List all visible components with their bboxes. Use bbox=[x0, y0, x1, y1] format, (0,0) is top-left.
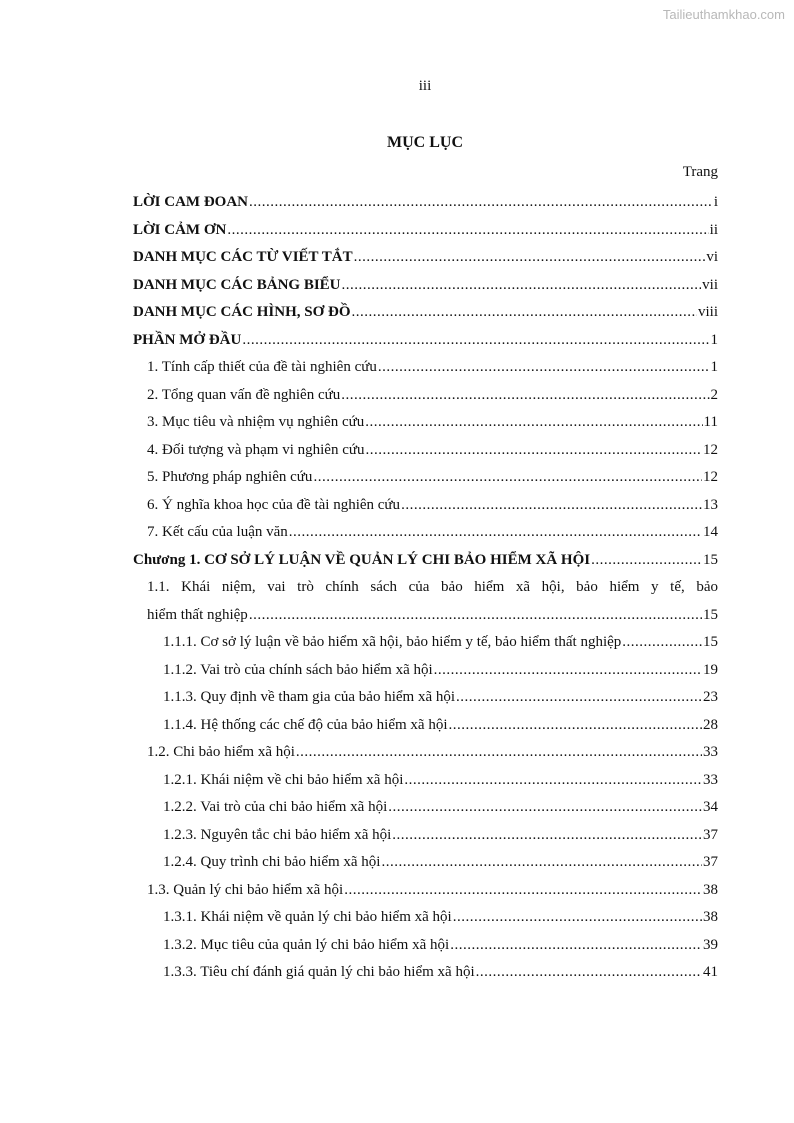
toc-entry-1-3-3[interactable]: 1.3.3. Tiêu chí đánh giá quản lý chi bảo hiểm xã hội ..... 41 bbox=[133, 959, 718, 987]
toc-entry-phan-mo-dau[interactable]: PHẦN MỞ ĐẦU ..... 1 bbox=[133, 327, 718, 355]
toc-entry-1-3-2[interactable]: 1.3.2. Mục tiêu của quản lý chi bảo hiểm xã hội ..... 39 bbox=[133, 932, 718, 960]
toc-entry-danh-muc-hinh[interactable]: DANH MỤC CÁC HÌNH, SƠ ĐỒ ..... viii bbox=[133, 299, 718, 327]
toc-entry-7[interactable]: 7. Kết cấu của luận văn ..... 14 bbox=[133, 519, 718, 547]
toc-entry-1-1-line2: hiểm thất nghiệp bbox=[147, 606, 248, 623]
toc-entry-1-1-1[interactable]: 1.1.1. Cơ sở lý luận về bảo hiểm xã hội, bảo hiểm y tế, bảo hiểm thất nghiệp ..... 15 bbox=[133, 629, 718, 657]
toc-entry-5[interactable]: 5. Phương pháp nghiên cứu ..... 12 bbox=[133, 464, 718, 492]
toc-entry-loi-cam-on[interactable]: LỜI CẢM ƠN ..... ii bbox=[133, 217, 718, 245]
toc-entry-danh-muc-tu-viet-tat[interactable]: DANH MỤC CÁC TỪ VIẾT TẮT ..... vi bbox=[133, 244, 718, 272]
watermark: Tailieuthamkhao.com bbox=[662, 7, 785, 22]
table-of-contents bbox=[133, 189, 718, 987]
toc-entry-1-2-4[interactable]: 1.2.4. Quy trình chi bảo hiểm xã hội ..... 37 bbox=[133, 849, 718, 877]
toc-title: MỤC LỤC bbox=[387, 134, 463, 151]
toc-entry-1-2-2[interactable]: 1.2.2. Vai trò của chi bảo hiểm xã hội ..... 34 bbox=[133, 794, 718, 822]
toc-entry-1-3[interactable]: 1.3. Quản lý chi bảo hiểm xã hội ..... 38 bbox=[133, 877, 718, 905]
toc-entry-3[interactable]: 3. Mục tiêu và nhiệm vụ nghiên cứu ..... 11 bbox=[133, 409, 718, 437]
toc-entry-1-2-1[interactable]: 1.2.1. Khái niệm về chi bảo hiểm xã hội ..... 33 bbox=[133, 767, 718, 795]
toc-entry-2[interactable]: 2. Tổng quan vấn đề nghiên cứu ..... 2 bbox=[133, 382, 718, 410]
toc-entry-1-1-2[interactable]: 1.1.2. Vai trò của chính sách bảo hiểm xã hội ..... 19 bbox=[133, 657, 718, 685]
toc-entry-1-2-3[interactable]: 1.2.3. Nguyên tắc chi bảo hiểm xã hội ..... 37 bbox=[133, 822, 718, 850]
toc-entry-1-1-page: 15 bbox=[703, 606, 718, 623]
page-column-label: Trang bbox=[682, 164, 718, 180]
toc-entry-chuong-1[interactable]: Chương 1. CƠ SỞ LÝ LUẬN VỀ QUẢN LÝ CHI BẢO HIỂM XÃ HỘI ..... 15 bbox=[133, 547, 718, 575]
toc-entry-danh-muc-bang-bieu[interactable]: DANH MỤC CÁC BẢNG BIỂU ..... vii bbox=[133, 272, 718, 300]
toc-entry-1-1-line1: 1.1. Khái niệm, vai trò chính sách của bảo hiểm xã hội, bảo hiểm y tế, bảo bbox=[147, 579, 718, 595]
toc-entry-1-1-4[interactable]: 1.1.4. Hệ thống các chế độ của bảo hiểm xã hội ..... 28 bbox=[133, 712, 718, 740]
toc-entry-1[interactable]: 1. Tính cấp thiết của đề tài nghiên cứu ..... 1 bbox=[133, 354, 718, 382]
page-number: iii bbox=[418, 78, 432, 94]
toc-entry-1-3-1[interactable]: 1.3.1. Khái niệm về quản lý chi bảo hiểm xã hội ..... 38 bbox=[133, 904, 718, 932]
toc-entry-1-2[interactable]: 1.2. Chi bảo hiểm xã hội ..... 33 bbox=[133, 739, 718, 767]
toc-entry-4[interactable]: 4. Đối tượng và phạm vi nghiên cứu ..... 12 bbox=[133, 437, 718, 465]
toc-entry-1-1-3[interactable]: 1.1.3. Quy định về tham gia của bảo hiểm xã hội ..... 23 bbox=[133, 684, 718, 712]
toc-entry-1-1[interactable] bbox=[133, 574, 718, 629]
toc-entry-6[interactable]: 6. Ý nghĩa khoa học của đề tài nghiên cứu ..... 13 bbox=[133, 492, 718, 520]
toc-entry-loi-cam-doan[interactable]: LỜI CAM ĐOAN ..... i bbox=[133, 189, 718, 217]
